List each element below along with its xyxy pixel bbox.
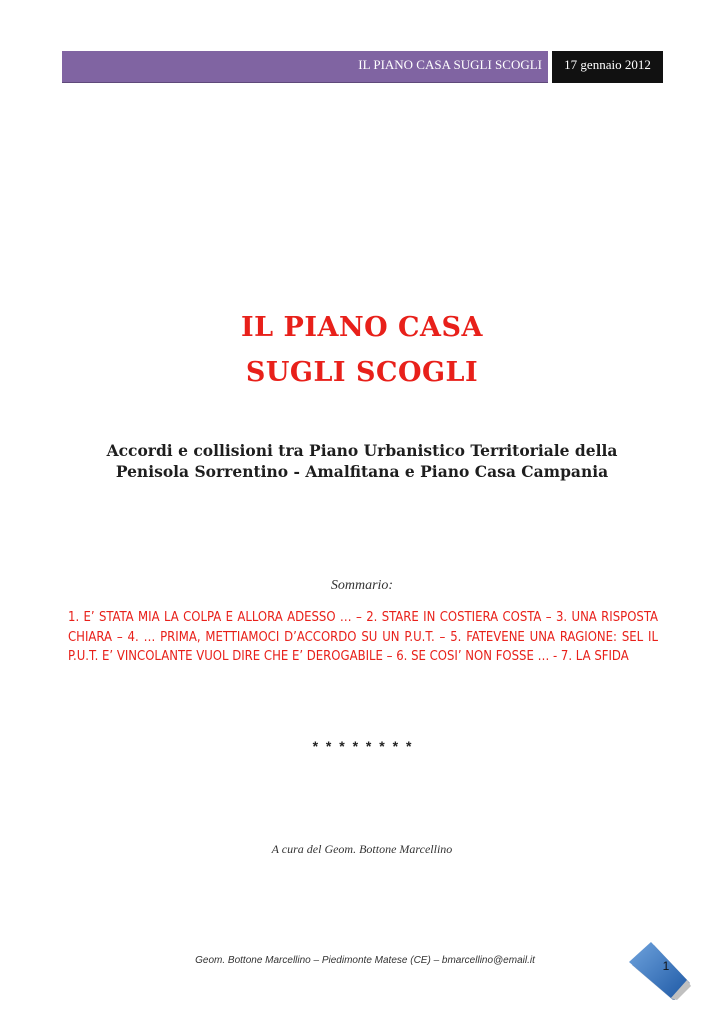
section-separator: * * * * * * * * (312, 738, 412, 754)
sommario-label: Sommario: (330, 578, 394, 593)
page-number: 1 (662, 959, 670, 973)
header-bar (62, 51, 548, 83)
curator-line: A cura del Geom. Bottone Marcellino (271, 842, 453, 856)
sommario-text: 1. E’ STATA MIA LA COLPA E ALLORA ADESSO … – 2. STARE IN COSTIERA COSTA – 3. UNA RISPOSTA CHIARA – 4. … PRIMA, METTIAMOCI D’ACCORDO SU UN P.U.T. – 5. FATEVENE UNA RAGIONE: SEL IL P.U.T. E’ VINCOLANTE VUOL DIRE CHE E’ DEROGABILE – 6. SE COSI’ NON FOSSE … - 7. LA SFIDA (68, 610, 658, 664)
header-title: IL PIANO CASA SUGLI SCOGLI (358, 57, 542, 72)
header-date-box (551, 51, 663, 83)
document-title-line-1: IL PIANO CASA (241, 312, 483, 343)
document-title-line-2: SUGLI SCOGLI (245, 357, 479, 388)
document-subtitle: Accordi e collisioni tra Piano Urbanistico Territoriale della Penisola Sorrentino - Amalfitana e Piano Casa Campania (106, 441, 618, 481)
page-footer: Geom. Bottone Marcellino – Piedimonte Matese (CE) – bmarcellino@email.it (195, 955, 535, 966)
header-date: 17 gennaio 2012 (564, 57, 651, 72)
